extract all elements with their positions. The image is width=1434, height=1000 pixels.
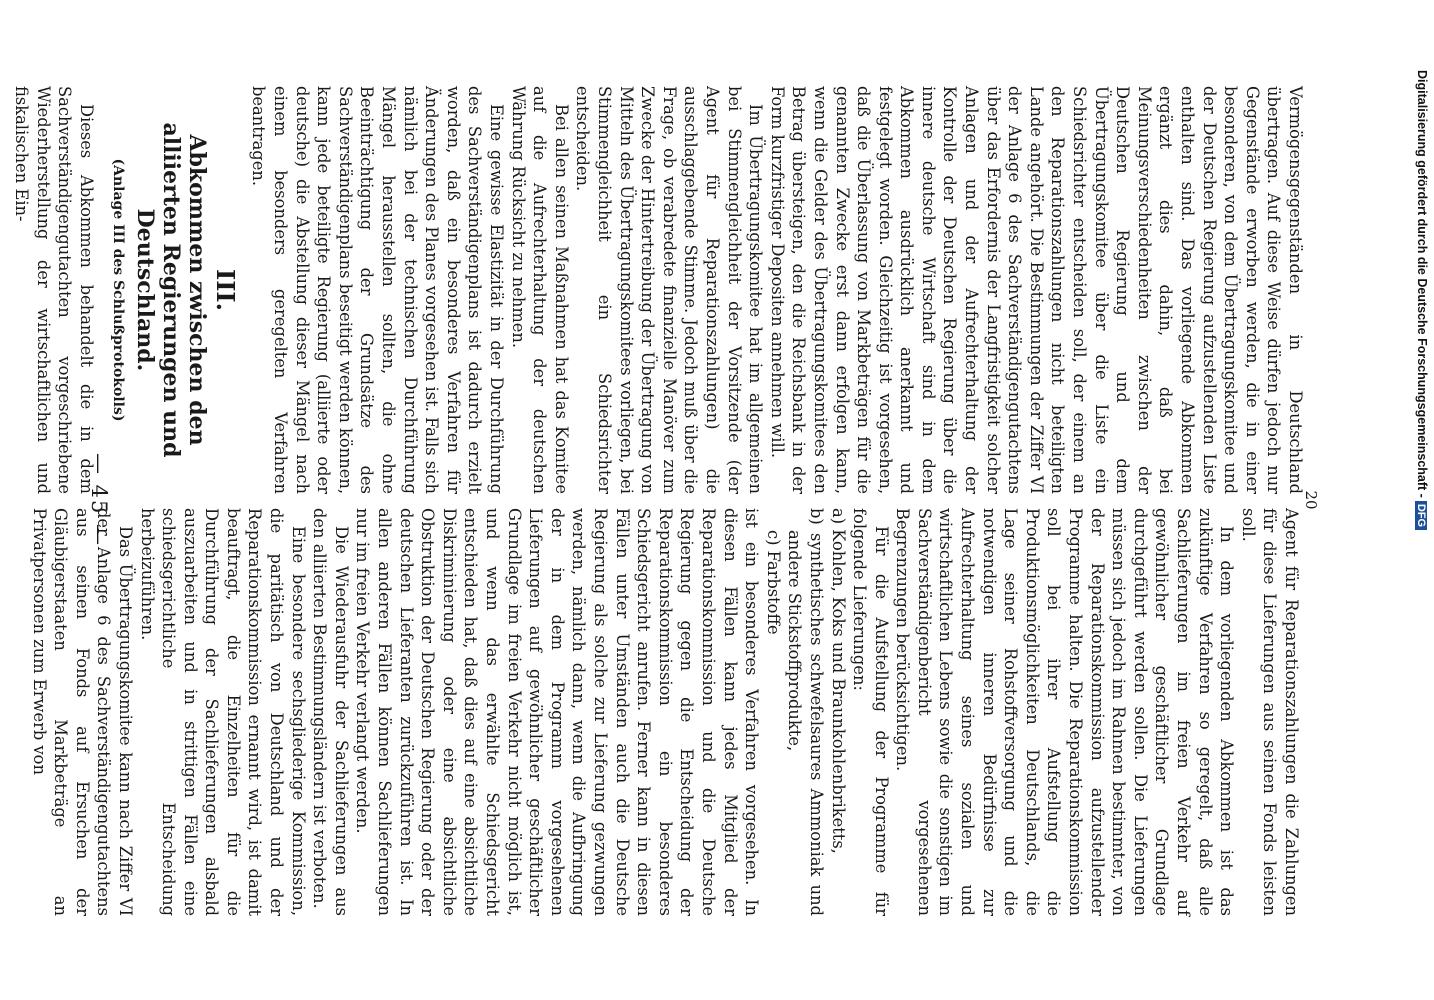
right-text-column — [10, 86, 1306, 494]
paragraph: In dem vorliegenden Abkommen ist das zukünftige Verfahren so geregelt, daß alle Sachlieferungen im freien Verkehr auf gewöhnlicher geschäftlicher Grundlage durchgeführt werden sollen. Die Lieferungen müssen sich jedoch im Rahmen bestimmter, von der Reparationskommission aufzustellender Programme halten. Die Reparationskommission soll bei ihrer Aufstellung die Produktionsmöglichkeiten Deutschlands, die Lage seiner Rohstoffversorgung und die notwendigen inneren Bedürfnisse zur Aufrechterhaltung seines sozialen und wirtschaftlichen Lebens sowie die sonstigen im Sachverständigenbericht vorgesehenen Begrenzungen berücksichtigen. — [893, 508, 1237, 916]
list-item: a) Kohlen, Koks und Braunkohlenbriketts, — [828, 508, 848, 854]
paragraph: Eine gewisse Elastizität in der Durchführung des Sachverständigenplans ist dadurch erzielt worden, daß ein besonderes Verfahren für Änderungen des Planes vorgesehen ist. Falls sich nämlich bei der technischen Durchführung Mängel herausstellen sollten, die ohne Beeinträchtigung der Grundsätze des Sachverständigenplans beseitigt werden können, kann jede beteiligte Regierung (alliierte oder deutsche) die Abstellung dieser Mängel nach einem besonders geregelten Verfahren beantragen. — [249, 86, 507, 494]
section-heading — [107, 86, 240, 494]
list-item: b) synthetisches schwefelsaures Ammoniak und andere Stickstoffprodukte, — [785, 508, 826, 916]
digitization-note — [1415, 70, 1429, 970]
dfg-logo: DFG — [1415, 501, 1427, 530]
list-item: c) Farbstoffe — [763, 530, 783, 635]
delivery-list — [762, 508, 848, 916]
paragraph: Für die Aufstellung der Programme für folgende Lieferungen: — [850, 508, 891, 916]
left-text-column — [28, 508, 1302, 916]
paragraph: Im Übertragungskomitee hat im allgemeinen bei Stimmengleichheit der Vorsitzende (der Agent für Reparationszahlungen) die ausschlaggebende Stimme. Jedoch muß über die Frage, ob verabredete finanzielle Manöver zum Zwecke der Hintertreibung der Übertragung von Mitteln des Übertragungskomitees vorliegen, bei Stimmengleichheit ein Schiedsrichter entscheiden. — [573, 86, 766, 494]
digitization-text: Digitalisierung gefördert durch die Deutsche Forschungsgemeinschaft - — [1415, 70, 1429, 498]
paragraph: Das Übertragungskomitee kann nach Ziffer VI der Anlage 6 des Sachverständigengutachtens aus seinen Fonds auf Ersuchen der Gläubigerstaaten Markbeträge an Privatpersonen zum Erwerb von — [29, 508, 135, 916]
paragraph: Vermögensgegenständen in Deutschland übertragen. Auf diese Weise dürfen jedoch nur Gegenstände erworben werden, die in einer besonderen, von dem Übertragungskomitee und der Deutschen Regierung aufzustellenden Liste enthalten sind. Das vorliegende Abkommen ergänzt dies dahin, daß bei Meinungsverschiedenheiten zwischen der Deutschen Regierung und dem Übertragungskomitee über die Liste ein Schiedsrichter entscheiden soll, der einem an den Reparationszahlungen nicht beteiligten Lande angehört. Die Bestimmungen der Ziffer VI der Anlage 6 des Sachverständigengutachtens über das Erfordernis der Langfristigkeit solcher Anlagen und der Aufrechterhaltung der Kontrolle der Deutschen Regierung über die innere deutsche Wirtschaft sind in dem Abkommen ausdrücklich anerkannt und festgelegt worden. Gleichzeitig ist vorgesehen, daß die Überlassung von Markbeträgen für die genannten Zwecke erst dann erfolgen kann, wenn die Gelder des Übertragungskomitees den Betrag übersteigen, den die Reichsbank in der Form kurzfristiger Depositen annehmen will. — [767, 86, 1305, 494]
paragraph: Eine besondere sechsgliederige Kommission, die paritätisch von Deutschland und der Reparationskommission ernannt wird, ist damit beauftragt, die Einzelheiten für die Durchführung der Sachlieferungen alsbald auszuarbeiten und in strittigen Fällen eine schiedsgerichtliche Entscheidung herbeizuführen. — [137, 508, 308, 916]
paragraph: ist ein besonderes Verfahren vorgesehen. In diesen Fällen kann jedes Mitglied der Reparationskommission und die Deutsche Regierung gegen die Entscheidung der Reparationskommission ein besonderes Schiedsgericht anrufen. Ferner kann in diesen Fällen unter Umständen auch die Deutsche Regierung als solche zur Lieferung gezwungen werden, nämlich dann, wenn die Aufbringung der in dem Programm vorgesehenen Lieferungen auf gewöhnlicher geschäftlicher Grundlage im freien Verkehr nicht möglich ist, und wenn das erwählte Schiedsgericht entschieden hat, daß dies auf eine absichtliche Diskriminierung oder eine absichtliche Obstruktion der Deutschen Regierung oder der deutschen Lieferanten zurückzuführen ist. In allen anderen Fällen können Sachlieferungen nur im freien Verkehr verlangt werden. — [353, 508, 762, 916]
section-subtitle: (Anlage III des Schlußprotokolls) — [110, 158, 127, 422]
paragraph: Die Wiederausfuhr der Sachlieferungen aus den alliierten Bestimmungsländern ist verboten. — [310, 508, 351, 916]
paragraph: Agent für Reparationszahlungen die Zahlungen für diese Lieferungen aus seinen Fonds leisten soll. — [1238, 508, 1301, 916]
paragraph: Dieses Abkommen behandelt die in dem Sachverständigengutachten vorgeschriebene Wiederherstellung der wirtschaftlichen und fiskalischen Ein- — [11, 86, 96, 494]
paragraph: Bei allen seinen Maßnahmen hat das Komitee auf die Aufrechterhaltung der deutschen Währung Rücksicht zu nehmen. — [508, 86, 571, 494]
footer-marker: 20 — [1302, 490, 1320, 510]
section-number: III. — [210, 268, 240, 312]
page-number: — 45 — — [87, 452, 111, 548]
section-title: Abkommen zwischen den alliierten Regierungen und Deutschland. — [132, 122, 211, 458]
